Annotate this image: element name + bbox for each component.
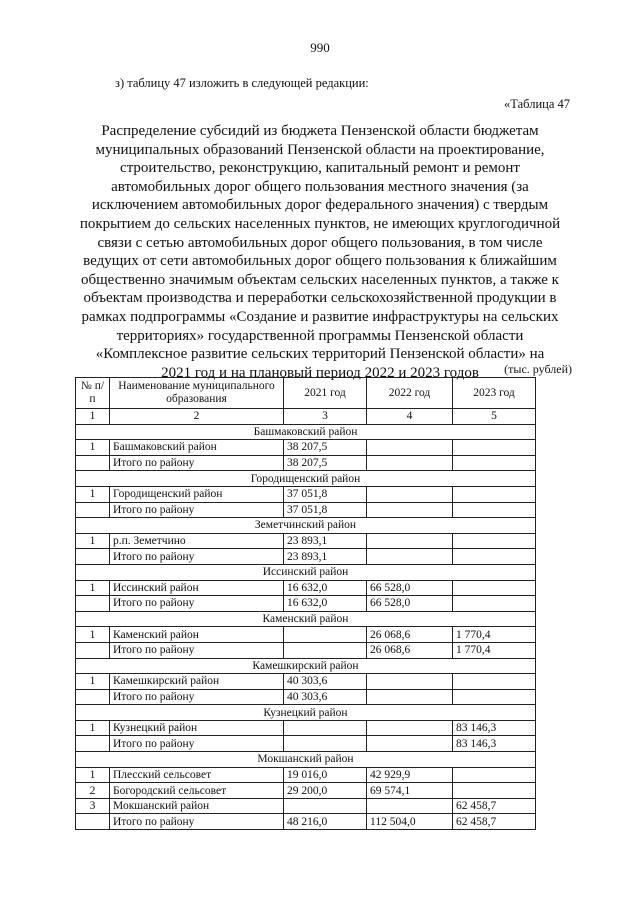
value-2023: [453, 767, 536, 783]
district-name: Городищенский район: [76, 471, 536, 487]
column-index: 3: [284, 409, 367, 425]
district-name: Иссинский район: [76, 564, 536, 580]
value-2023: [453, 502, 536, 518]
title-line: рамках подпрограммы «Создание и развитие инфраструктуры на сельских: [81, 308, 559, 325]
district-name: Кузнецкий район: [76, 705, 536, 721]
value-2022: [367, 720, 453, 736]
table-row: [76, 533, 536, 549]
table-row: [76, 814, 536, 830]
table-row: [76, 627, 536, 643]
value-2022: [367, 440, 453, 456]
value-2021: 23 893,1: [284, 533, 367, 549]
title-line: покрытием до сельских населенных пунктов, не имеющих круглогодичной: [79, 215, 561, 232]
value-2021: 37 051,8: [284, 486, 367, 502]
title-line: исключением автомобильных дорог федерального значения) с твердым: [91, 197, 549, 214]
value-2022: 66 528,0: [367, 596, 453, 612]
value-2021: 19 016,0: [284, 767, 367, 783]
value-2023: [453, 440, 536, 456]
title-line: связи с сетью автомобильных дорог общего пользования, в том числе: [97, 234, 543, 251]
title-line: общественно значимым объектам сельских населенных пунктов, а также к: [81, 271, 559, 288]
row-number: 1: [76, 440, 110, 456]
value-2023: 62 458,7: [453, 798, 536, 814]
header-number: № п/п: [76, 378, 110, 409]
row-number: [76, 642, 110, 658]
value-2021: 40 303,6: [284, 689, 367, 705]
district-name: Мокшанский район: [76, 752, 536, 768]
value-2021: [284, 798, 367, 814]
value-2021: 38 207,5: [284, 440, 367, 456]
title-line: 2021 год и на плановый период 2022 и 2023 годов: [161, 364, 479, 381]
header-municipality: Наименование муниципального образования: [110, 378, 284, 409]
municipality-name: Плесский сельсовет: [110, 767, 284, 783]
value-2023: [453, 533, 536, 549]
value-2022: 26 068,6: [367, 627, 453, 643]
municipality-name: Иссинский район: [110, 580, 284, 596]
value-2022: [367, 486, 453, 502]
row-number: [76, 736, 110, 752]
table-row: [76, 736, 536, 752]
title-line: Распределение субсидий из бюджета Пензенской области бюджетам: [101, 123, 539, 139]
district-header-row: [76, 424, 536, 440]
district-name: Башмаковский район: [76, 424, 536, 440]
municipality-name: Мокшанский район: [110, 798, 284, 814]
value-2022: 69 574,1: [367, 783, 453, 799]
value-2021: 29 200,0: [284, 783, 367, 799]
value-2022: [367, 549, 453, 565]
municipality-name: Камешкирский район: [110, 674, 284, 690]
title-line: «Комплексное развитие сельских территорий Пензенской области» на: [95, 346, 545, 363]
municipality-name: Итого по району: [110, 596, 284, 612]
value-2023: [453, 455, 536, 471]
municipality-name: Итого по району: [110, 549, 284, 565]
page-number: 990: [310, 40, 330, 55]
value-2022: 42 929,9: [367, 767, 453, 783]
value-2022: [367, 689, 453, 705]
units-note: (тыс. рублей): [504, 362, 572, 376]
header-2022: 2022 год: [367, 378, 453, 409]
row-number: [76, 502, 110, 518]
district-header-row: [76, 471, 536, 487]
value-2023: [453, 674, 536, 690]
row-number: 1: [76, 674, 110, 690]
value-2022: [367, 798, 453, 814]
value-2022: [367, 736, 453, 752]
table-row: [76, 798, 536, 814]
value-2022: 66 528,0: [367, 580, 453, 596]
municipality-name: Башмаковский район: [110, 440, 284, 456]
value-2021: 38 207,5: [284, 455, 367, 471]
table-row: [76, 486, 536, 502]
row-number: [76, 814, 110, 830]
municipality-name: Итого по району: [110, 689, 284, 705]
value-2023: 62 458,7: [453, 814, 536, 830]
district-header-row: [76, 705, 536, 721]
value-2023: [453, 549, 536, 565]
row-number: [76, 455, 110, 471]
value-2022: 26 068,6: [367, 642, 453, 658]
district-name: Земетчинский район: [76, 518, 536, 534]
column-index-row: [76, 409, 536, 425]
title-line: автомобильных дорог общего пользования местного значения (за: [111, 178, 529, 195]
value-2021: [284, 720, 367, 736]
title-line: ведущих от сети автомобильных дорог общего пользования к ближайшим: [83, 253, 557, 270]
table-row: [76, 549, 536, 565]
row-number: 3: [76, 798, 110, 814]
municipality-name: Каменский район: [110, 627, 284, 643]
value-2023: [453, 596, 536, 612]
municipality-name: Итого по району: [110, 455, 284, 471]
subsidy-table: [75, 377, 536, 830]
district-name: Камешкирский район: [76, 658, 536, 674]
value-2021: 40 303,6: [284, 674, 367, 690]
value-2021: [284, 642, 367, 658]
value-2021: 48 216,0: [284, 814, 367, 830]
value-2021: 16 632,0: [284, 580, 367, 596]
table-row: [76, 720, 536, 736]
row-number: 2: [76, 783, 110, 799]
municipality-name: Богородский сельсовет: [110, 783, 284, 799]
row-number: 1: [76, 580, 110, 596]
municipality-name: Городищенский район: [110, 486, 284, 502]
table-header-row: [76, 378, 536, 409]
table-row: [76, 767, 536, 783]
value-2023: [453, 689, 536, 705]
column-index: 1: [76, 409, 110, 425]
value-2021: 37 051,8: [284, 502, 367, 518]
row-number: 1: [76, 767, 110, 783]
value-2023: 83 146,3: [453, 720, 536, 736]
municipality-name: р.п. Земетчино: [110, 533, 284, 549]
row-number: 1: [76, 720, 110, 736]
table-row: [76, 455, 536, 471]
table-row: [76, 674, 536, 690]
value-2023: 1 770,4: [453, 627, 536, 643]
document-title: [70, 122, 570, 382]
instruction-text: з) таблицу 47 изложить в следующей редакции:: [115, 76, 369, 90]
row-number: 1: [76, 533, 110, 549]
value-2023: 83 146,3: [453, 736, 536, 752]
title-line: объектам производства и переработки сельскохозяйственной продукции в: [83, 290, 557, 307]
value-2023: 1 770,4: [453, 642, 536, 658]
row-number: 1: [76, 627, 110, 643]
header-2023: 2023 год: [453, 378, 536, 409]
table-row: [76, 502, 536, 518]
row-number: [76, 596, 110, 612]
value-2021: [284, 736, 367, 752]
title-line: муниципальных образований Пензенской области на проектирование,: [95, 141, 545, 158]
table-label: «Таблица 47: [504, 97, 570, 111]
title-line: строительство, реконструкцию, капитальный ремонт и ремонт: [120, 160, 520, 177]
row-number: [76, 689, 110, 705]
district-header-row: [76, 518, 536, 534]
municipality-name: Итого по району: [110, 642, 284, 658]
municipality-name: Итого по району: [110, 736, 284, 752]
municipality-name: Кузнецкий район: [110, 720, 284, 736]
district-header-row: [76, 752, 536, 768]
row-number: [76, 549, 110, 565]
municipality-name: Итого по району: [110, 814, 284, 830]
table-row: [76, 580, 536, 596]
district-header-row: [76, 658, 536, 674]
value-2022: 112 504,0: [367, 814, 453, 830]
table-row: [76, 440, 536, 456]
value-2022: [367, 455, 453, 471]
value-2021: 23 893,1: [284, 549, 367, 565]
district-name: Каменский район: [76, 611, 536, 627]
row-number: 1: [76, 486, 110, 502]
value-2021: [284, 627, 367, 643]
table-row: [76, 596, 536, 612]
column-index: 5: [453, 409, 536, 425]
value-2022: [367, 674, 453, 690]
header-2021: 2021 год: [284, 378, 367, 409]
value-2023: [453, 783, 536, 799]
table-row: [76, 642, 536, 658]
table-row: [76, 689, 536, 705]
municipality-name: Итого по району: [110, 502, 284, 518]
value-2023: [453, 580, 536, 596]
value-2021: 16 632,0: [284, 596, 367, 612]
title-line: территориях» государственной программы Пензенской области: [116, 327, 524, 344]
value-2023: [453, 486, 536, 502]
table-row: [76, 783, 536, 799]
value-2022: [367, 533, 453, 549]
column-index: 4: [367, 409, 453, 425]
column-index: 2: [110, 409, 284, 425]
district-header-row: [76, 564, 536, 580]
district-header-row: [76, 611, 536, 627]
value-2022: [367, 502, 453, 518]
